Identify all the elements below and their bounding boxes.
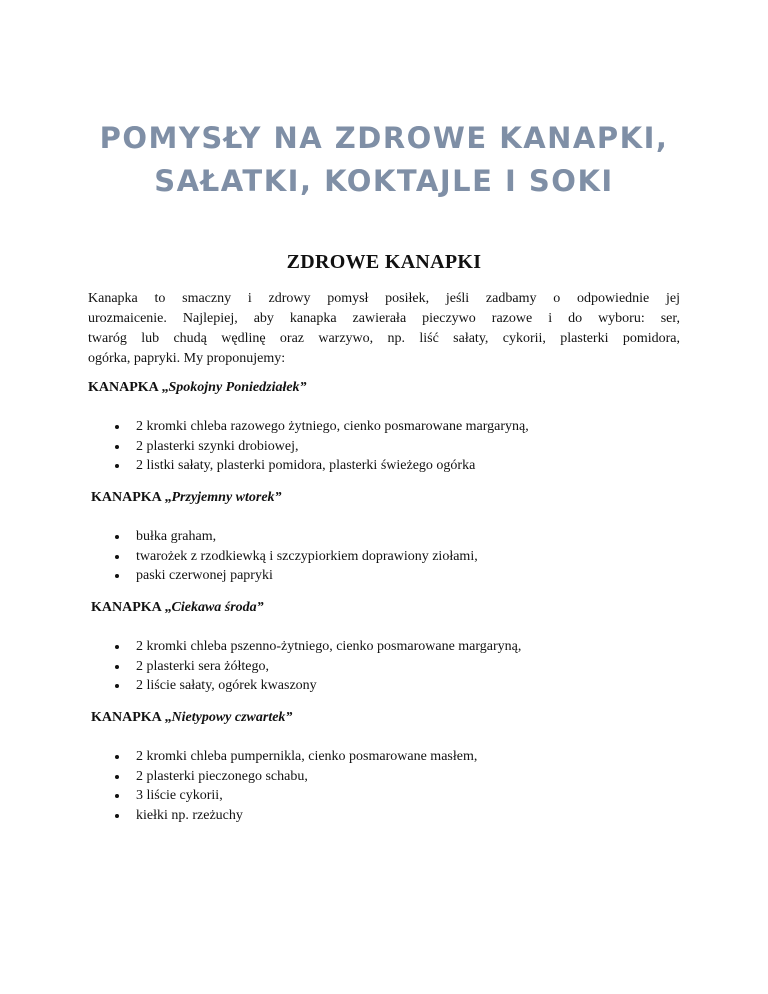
recipe-heading-name: Spokojny Poniedziałek”: [168, 380, 307, 395]
recipe-heading-name: Nietypowy czwartek”: [171, 710, 293, 725]
recipe-heading-prefix: KANAPKA „: [91, 600, 172, 615]
list-item: 2 kromki chleba pszenno-żytniego, cienko posmarowane margaryną,: [115, 637, 521, 657]
list-item: 2 plasterki pieczonego schabu,: [115, 767, 477, 787]
recipe-heading-prefix: KANAPKA „: [88, 380, 169, 395]
bullet-icon: [115, 794, 119, 798]
list-item: 2 listki sałaty, plasterki pomidora, plasterki świeżego ogórka: [115, 456, 529, 476]
bullet-icon: [115, 665, 119, 669]
bullet-icon: [115, 574, 119, 578]
bullet-icon: [115, 445, 119, 449]
bullet-icon: [115, 555, 119, 559]
recipe-heading-wednesday: [91, 599, 264, 617]
recipe-ingredients-thursday: [115, 747, 477, 825]
main-title-line-1: POMYSŁY NA ZDROWE KANAPKI,: [99, 121, 669, 155]
bullet-icon: [115, 814, 119, 818]
recipe-heading-name: Przyjemny wtorek”: [171, 490, 282, 505]
recipe-heading-monday: [88, 379, 307, 397]
list-item: 2 plasterki sera żółtego,: [115, 657, 521, 677]
bullet-icon: [115, 645, 119, 649]
recipe-heading-thursday: [91, 709, 292, 727]
list-item: 2 kromki chleba razowego żytniego, cienko posmarowane margaryną,: [115, 417, 529, 437]
list-item: bułka graham,: [115, 527, 478, 547]
recipe-ingredients-wednesday: [115, 637, 521, 696]
recipe-ingredients-tuesday: [115, 527, 478, 586]
bullet-icon: [115, 464, 119, 468]
intro-line: urozmaicenie. Najlepiej, aby kanapka zawierała pieczywo razowe i do wyboru: ser,: [88, 311, 680, 326]
main-title: [60, 117, 708, 203]
bullet-icon: [115, 755, 119, 759]
list-item: 2 plasterki szynki drobiowej,: [115, 437, 529, 457]
section-title: ZDROWE KANAPKI: [286, 251, 482, 273]
bullet-icon: [115, 425, 119, 429]
recipe-heading-tuesday: [91, 489, 282, 507]
list-item: twarożek z rzodkiewką i szczypiorkiem doprawiony ziołami,: [115, 547, 478, 567]
bullet-icon: [115, 535, 119, 539]
list-item: 3 liście cykorii,: [115, 786, 477, 806]
recipe-heading-prefix: KANAPKA „: [91, 710, 172, 725]
recipe-heading-name: Ciekawa środa”: [171, 600, 264, 615]
list-item: 2 kromki chleba pumpernikla, cienko posmarowane masłem,: [115, 747, 477, 767]
bullet-icon: [115, 775, 119, 779]
intro-line: Kanapka to smaczny i zdrowy pomysł posiłek, jeśli zadbamy o odpowiednie jej: [88, 291, 680, 306]
list-item: paski czerwonej papryki: [115, 566, 478, 586]
main-title-line-2: SAŁATKI, KOKTAJLE I SOKI: [154, 164, 614, 198]
intro-paragraph: [88, 289, 680, 369]
intro-line: twaróg lub chudą wędlinę oraz warzywo, np. liść sałaty, cykorii, plasterki pomidora,: [88, 331, 680, 346]
bullet-icon: [115, 684, 119, 688]
recipe-ingredients-monday: [115, 417, 529, 476]
list-item: 2 liście sałaty, ogórek kwaszony: [115, 676, 521, 696]
recipe-heading-prefix: KANAPKA „: [91, 490, 172, 505]
intro-line: ogórka, papryki. My proponujemy:: [88, 351, 286, 366]
list-item: kiełki np. rzeżuchy: [115, 806, 477, 826]
